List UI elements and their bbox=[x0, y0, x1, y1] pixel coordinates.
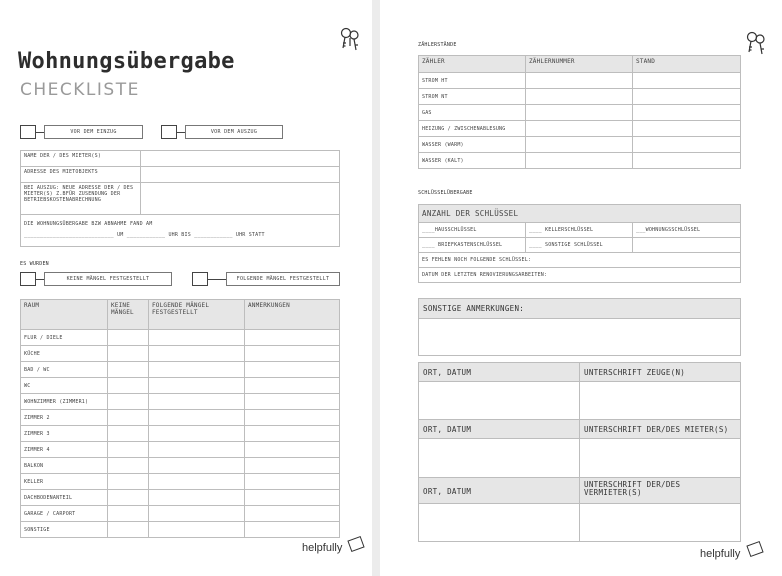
checklist-page-2 bbox=[380, 0, 782, 576]
property-address-label: ADRESSE DES MIETOBJEKTS bbox=[21, 167, 141, 183]
table-row bbox=[21, 474, 340, 490]
defects-cell[interactable] bbox=[149, 330, 245, 346]
connector-line bbox=[208, 279, 226, 280]
defects-cell[interactable] bbox=[149, 522, 245, 538]
witness-signature-label: UNTERSCHRIFT ZEUGE(N) bbox=[580, 363, 740, 382]
tenant-name-label: NAME DER / DES MIETER(S) bbox=[21, 151, 141, 167]
defects-cell[interactable] bbox=[149, 458, 245, 474]
room-name: WC bbox=[21, 378, 108, 394]
meter-number-cell[interactable] bbox=[526, 89, 633, 105]
notes-cell[interactable] bbox=[245, 506, 340, 522]
defects-cell[interactable] bbox=[149, 426, 245, 442]
room-checklist-table bbox=[20, 299, 340, 538]
flag-icon bbox=[347, 536, 364, 552]
place-date-label: ORT, DATUM bbox=[419, 420, 579, 439]
table-row bbox=[21, 458, 340, 474]
connector-line bbox=[36, 132, 44, 133]
no-defects-cell[interactable] bbox=[108, 490, 149, 506]
meter-section-title: ZÄHLERSTÄNDE bbox=[418, 42, 457, 48]
meter-name: STROM NT bbox=[419, 89, 526, 105]
last-renovation-field[interactable]: DATUM DER LETZTEN RENOVIERUNGSARBEITEN: bbox=[419, 268, 741, 283]
defects-cell[interactable] bbox=[149, 346, 245, 362]
page-subtitle: CHECKLISTE bbox=[20, 80, 140, 100]
move-out-label: VOR DEM AUSZUG bbox=[185, 125, 283, 139]
house-keys-field[interactable]: ____HAUSSCHLÜSSEL bbox=[419, 223, 526, 238]
keys-table bbox=[418, 204, 741, 283]
defects-found-label: FOLGENDE MÄNGEL FESTGESTELLT bbox=[226, 272, 340, 286]
apartment-keys-field[interactable]: ___WOHNUNGSSCHLÜSSEL bbox=[633, 223, 741, 238]
no-defects-cell[interactable] bbox=[108, 362, 149, 378]
no-defects-cell[interactable] bbox=[108, 346, 149, 362]
no-defects-cell[interactable] bbox=[108, 474, 149, 490]
room-name: WOHNZIMMER (ZIMMER1) bbox=[21, 394, 108, 410]
connector-line bbox=[177, 132, 185, 133]
meter-table bbox=[418, 55, 741, 169]
room-name: DACHBODENANTEIL bbox=[21, 490, 108, 506]
notes-cell[interactable] bbox=[245, 442, 340, 458]
notes-cell[interactable] bbox=[245, 330, 340, 346]
other-keys-field[interactable]: ____ SONSTIGE SCHLÜSSEL bbox=[526, 238, 633, 253]
meter-number-cell[interactable] bbox=[526, 137, 633, 153]
meter-name: STROM HT bbox=[419, 73, 526, 89]
missing-keys-field[interactable]: ES FEHLEN NOCH FOLGENDE SCHLÜSSEL: bbox=[419, 253, 741, 268]
no-defects-cell[interactable] bbox=[108, 458, 149, 474]
no-defects-cell[interactable] bbox=[108, 410, 149, 426]
keys-section-title: SCHLÜSSELÜBERGABE bbox=[418, 190, 473, 196]
table-row bbox=[21, 410, 340, 426]
no-defects-cell[interactable] bbox=[108, 330, 149, 346]
meter-name: GAS bbox=[419, 105, 526, 121]
room-name: FLUR / DIELE bbox=[21, 330, 108, 346]
notes-cell[interactable] bbox=[245, 458, 340, 474]
notes-cell[interactable] bbox=[245, 362, 340, 378]
move-in-checkbox[interactable] bbox=[20, 125, 36, 139]
meter-number-cell[interactable] bbox=[526, 73, 633, 89]
table-row bbox=[419, 153, 741, 169]
notes-header: ANMERKUNGEN bbox=[245, 300, 340, 330]
notes-cell[interactable] bbox=[245, 394, 340, 410]
keys-count-header: ANZAHL DER SCHLÜSSEL bbox=[419, 205, 741, 223]
table-row bbox=[419, 73, 741, 89]
defects-cell[interactable] bbox=[149, 394, 245, 410]
signature-block-tenant bbox=[418, 420, 741, 478]
meter-name: WASSER (WARM) bbox=[419, 137, 526, 153]
table-row bbox=[21, 394, 340, 410]
table-row bbox=[21, 522, 340, 538]
signature-block-landlord bbox=[418, 478, 741, 542]
defects-cell[interactable] bbox=[149, 410, 245, 426]
defects-found-checkbox[interactable] bbox=[192, 272, 208, 286]
mailbox-keys-field[interactable]: ____ BRIEFKASTENSCHLÜSSEL bbox=[419, 238, 526, 253]
table-row bbox=[21, 506, 340, 522]
room-name: KÜCHE bbox=[21, 346, 108, 362]
room-name: ZIMMER 4 bbox=[21, 442, 108, 458]
room-name: KELLER bbox=[21, 474, 108, 490]
no-defects-cell[interactable] bbox=[108, 426, 149, 442]
meter-reading-cell[interactable] bbox=[633, 73, 741, 89]
table-row bbox=[21, 362, 340, 378]
room-name: ZIMMER 2 bbox=[21, 410, 108, 426]
place-date-label: ORT, DATUM bbox=[419, 363, 579, 382]
empty-cell bbox=[633, 238, 741, 253]
page-title: Wohnungsübergabe bbox=[18, 49, 235, 74]
keys-icon bbox=[337, 26, 363, 52]
notes-cell[interactable] bbox=[245, 474, 340, 490]
no-defects-label: KEINE MÄNGEL FESTGESTELLT bbox=[44, 272, 172, 286]
no-defects-cell[interactable] bbox=[108, 378, 149, 394]
new-address-label: BEI AUSZUG: NEUE ADRESSE DER / DES MIETER(S) Z.BFÜR ZUSENDUNG DER BETRIEBSKOSTENABRECHNUNG bbox=[21, 183, 141, 215]
connector-line bbox=[36, 279, 44, 280]
move-in-label: VOR DEM EINZUG bbox=[44, 125, 143, 139]
notes-cell[interactable] bbox=[245, 378, 340, 394]
defects-cell[interactable] bbox=[149, 490, 245, 506]
no-defects-cell[interactable] bbox=[108, 522, 149, 538]
landlord-signature-label: UNTERSCHRIFT DER/DES VERMIETER(S) bbox=[580, 478, 740, 504]
brand-logo: helpfully bbox=[302, 542, 343, 554]
meter-name: WASSER (KALT) bbox=[419, 153, 526, 169]
table-row bbox=[419, 105, 741, 121]
meter-reading-cell[interactable] bbox=[633, 89, 741, 105]
room-name: BAD / WC bbox=[21, 362, 108, 378]
place-date-label: ORT, DATUM bbox=[419, 478, 579, 504]
table-row bbox=[21, 330, 340, 346]
defects-cell[interactable] bbox=[149, 506, 245, 522]
notes-cell[interactable] bbox=[245, 410, 340, 426]
remarks-box[interactable] bbox=[418, 298, 741, 356]
es-wurden-label: ES WURDEN bbox=[20, 261, 49, 267]
meter-reading-cell[interactable] bbox=[633, 137, 741, 153]
room-header: RAUM bbox=[21, 300, 108, 330]
room-name: BALKON bbox=[21, 458, 108, 474]
table-row bbox=[21, 442, 340, 458]
defects-cell[interactable] bbox=[149, 442, 245, 458]
meter-number-header: ZÄHLERNUMMER bbox=[526, 56, 633, 73]
meter-reading-cell[interactable] bbox=[633, 105, 741, 121]
defects-cell[interactable] bbox=[149, 362, 245, 378]
no-defects-cell[interactable] bbox=[108, 394, 149, 410]
no-defects-header: KEINE MÄNGEL bbox=[108, 300, 149, 330]
table-row bbox=[21, 490, 340, 506]
table-row bbox=[21, 346, 340, 362]
table-row bbox=[21, 378, 340, 394]
no-defects-checkbox[interactable] bbox=[20, 272, 36, 286]
keys-icon bbox=[743, 30, 769, 56]
meter-reading-cell[interactable] bbox=[633, 153, 741, 169]
handover-date-field[interactable]: ____________________________ UM ____________ UHR BIS ____________ UHR STATT bbox=[24, 232, 265, 238]
brand-logo: helpfully bbox=[700, 548, 741, 560]
cellar-keys-field[interactable]: ____ KELLERSCHLÜSSEL bbox=[526, 223, 633, 238]
meter-number-cell[interactable] bbox=[526, 105, 633, 121]
meter-reading-cell[interactable] bbox=[633, 121, 741, 137]
property-address-field[interactable] bbox=[141, 167, 340, 183]
meter-number-cell[interactable] bbox=[526, 153, 633, 169]
notes-cell[interactable] bbox=[245, 490, 340, 506]
tenant-signature-label: UNTERSCHRIFT DER/DES MIETER(S) bbox=[580, 420, 740, 439]
handover-date-label: DIE WOHNUNGSÜBERGABE BZW ABNAHME FAND AM bbox=[24, 221, 153, 227]
table-row bbox=[419, 137, 741, 153]
tenant-info-table bbox=[20, 150, 340, 247]
defects-cell[interactable] bbox=[149, 378, 245, 394]
room-name: GARAGE / CARPORT bbox=[21, 506, 108, 522]
meter-reading-header: STAND bbox=[633, 56, 741, 73]
table-row bbox=[419, 89, 741, 105]
table-row bbox=[419, 121, 741, 137]
table-row bbox=[21, 426, 340, 442]
no-defects-cell[interactable] bbox=[108, 506, 149, 522]
signature-block-witness bbox=[418, 362, 741, 420]
defects-cell[interactable] bbox=[149, 474, 245, 490]
notes-cell[interactable] bbox=[245, 346, 340, 362]
new-address-field[interactable] bbox=[141, 183, 340, 215]
room-name: SONSTIGE bbox=[21, 522, 108, 538]
room-name: ZIMMER 3 bbox=[21, 426, 108, 442]
flag-icon bbox=[746, 541, 763, 557]
meter-header: ZÄHLER bbox=[419, 56, 526, 73]
defects-header: FOLGENDE MÄNGEL FESTGESTELLT bbox=[149, 300, 245, 330]
remarks-title: SONSTIGE ANMERKUNGEN: bbox=[419, 299, 740, 319]
no-defects-cell[interactable] bbox=[108, 442, 149, 458]
checklist-page-1 bbox=[0, 0, 372, 576]
meter-number-cell[interactable] bbox=[526, 121, 633, 137]
meter-name: HEIZUNG / ZWISCHENABLESUNG bbox=[419, 121, 526, 137]
move-out-checkbox[interactable] bbox=[161, 125, 177, 139]
notes-cell[interactable] bbox=[245, 522, 340, 538]
notes-cell[interactable] bbox=[245, 426, 340, 442]
tenant-name-field[interactable] bbox=[141, 151, 340, 167]
